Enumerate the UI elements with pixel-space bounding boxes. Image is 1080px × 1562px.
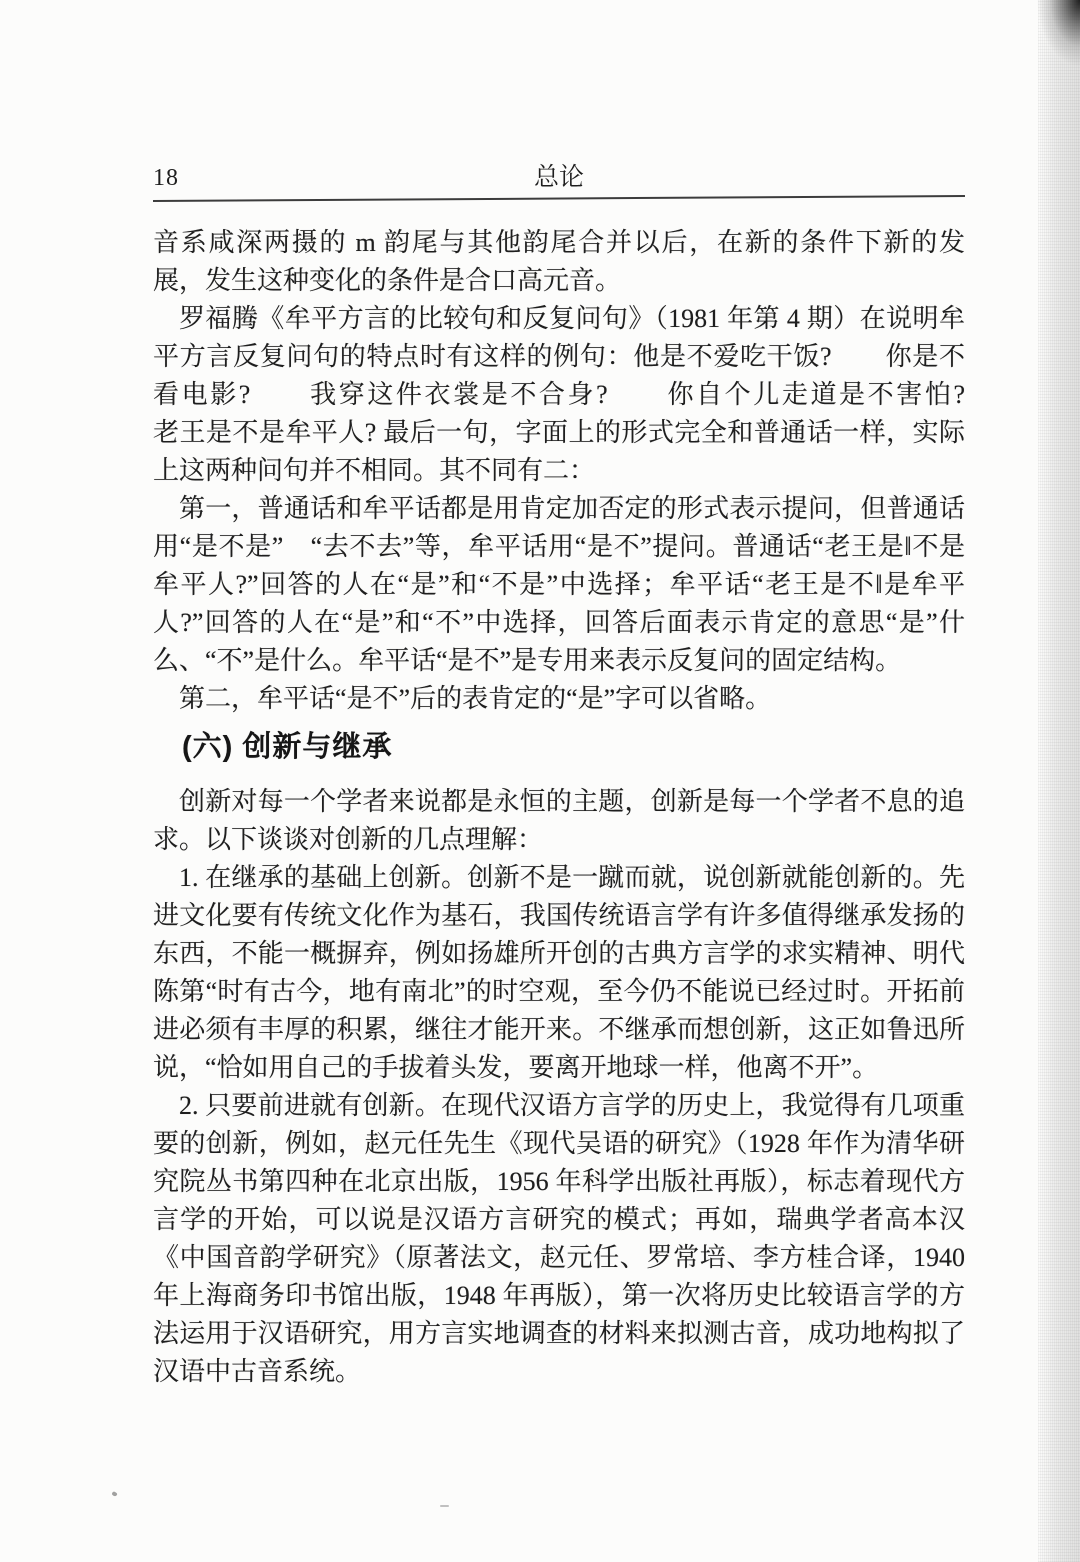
body-text: [153, 224, 1018, 1391]
scan-smudge: [1000, 0, 1080, 110]
running-header: [153, 163, 965, 193]
header-title: 总论: [533, 164, 584, 191]
paragraph-4: 第二，牟平话“是不”后的表肯定的“是”字可以省略。: [179, 684, 772, 713]
paragraph-1: 音系咸深两摄的 m 韵尾与其他韵尾合并以后，在新的条件下新的发展，发生这种变化的条件是合口高元音。: [153, 228, 965, 295]
paragraph-2: 罗福腾《牟平方言的比较句和反复问句》（1981 年第 4 期）在说明牟平方言反复问句的特点时有这样的例句：他是不爱吃干饭? 你是不看电影? 我穿这件衣裳是不合身? 你自个儿走道是不害怕? 老王是不是牟平人? 最后一句，字面上的形式完全和普通话一样，实际上这两种问句并不相同。其不同有二：: [153, 304, 1018, 485]
page-content: [153, 163, 1018, 1391]
paragraph-7: 2. 只要前进就有创新。在现代汉语方言学的历史上，我觉得有几项重要的创新，例如，赵元任先生《现代吴语的研究》（1928 年作为清华研究院丛书第四种在北京出版，1956 年科学出版社再版），标志着现代方言学的开始，可以说是汉语方言研究的模式；再如，瑞典学者高本汉《中国音韵学研究》（原著法文，赵元任、罗常培、李方桂合译，1940 年上海商务印书馆出版，1948 年再版），第一次将历史比较语言学的方法运用于汉语研究，用方言实地调查的材料来拟测古音，成功地构拟了汉语中古音系统。: [153, 1091, 965, 1386]
paragraph-3: 第一，普通话和牟平话都是用肯定加否定的形式表示提问，但普通话用“是不是” “去不去”等，牟平话用“是不”提问。普通话“老王是‖不是牟平人?”回答的人在“是”和“不是”中选择；牟平话“老王是不‖是牟平人?”回答的人在“是”和“不”中选择，回答后面表示肯定的意思“是”什么、“不”是什么。牟平话“是不”是专用来表示反复问的固定结构。: [153, 494, 965, 675]
header-rule: [153, 195, 965, 202]
page-number: 18: [153, 165, 179, 191]
scan-speck: [111, 1491, 117, 1497]
paragraph-5: 创新对每一个学者来说都是永恒的主题，创新是每一个学者不息的追求。以下谈谈对创新的几点理解：: [153, 787, 965, 854]
scan-noise-band: [1038, 0, 1080, 1562]
paragraph-6: 1. 在继承的基础上创新。创新不是一蹴而就，说创新就能创新的。先进文化要有传统文化作为基石，我国传统语言学有许多值得继承发扬的东西，不能一概摒弃，例如扬雄所开创的古典方言学的求实精神、明代陈第“时有古今，地有南北”的时空观，至今仍不能说已经过时。开拓前进必须有丰厚的积累，继往才能开来。不继承而想创新，这正如鲁迅所说，“恰如用自己的手拔着头发，要离开地球一样，他离不开”。: [153, 863, 965, 1082]
section-heading: (六) 创新与继承: [182, 731, 393, 763]
scan-speck: [440, 1505, 449, 1507]
